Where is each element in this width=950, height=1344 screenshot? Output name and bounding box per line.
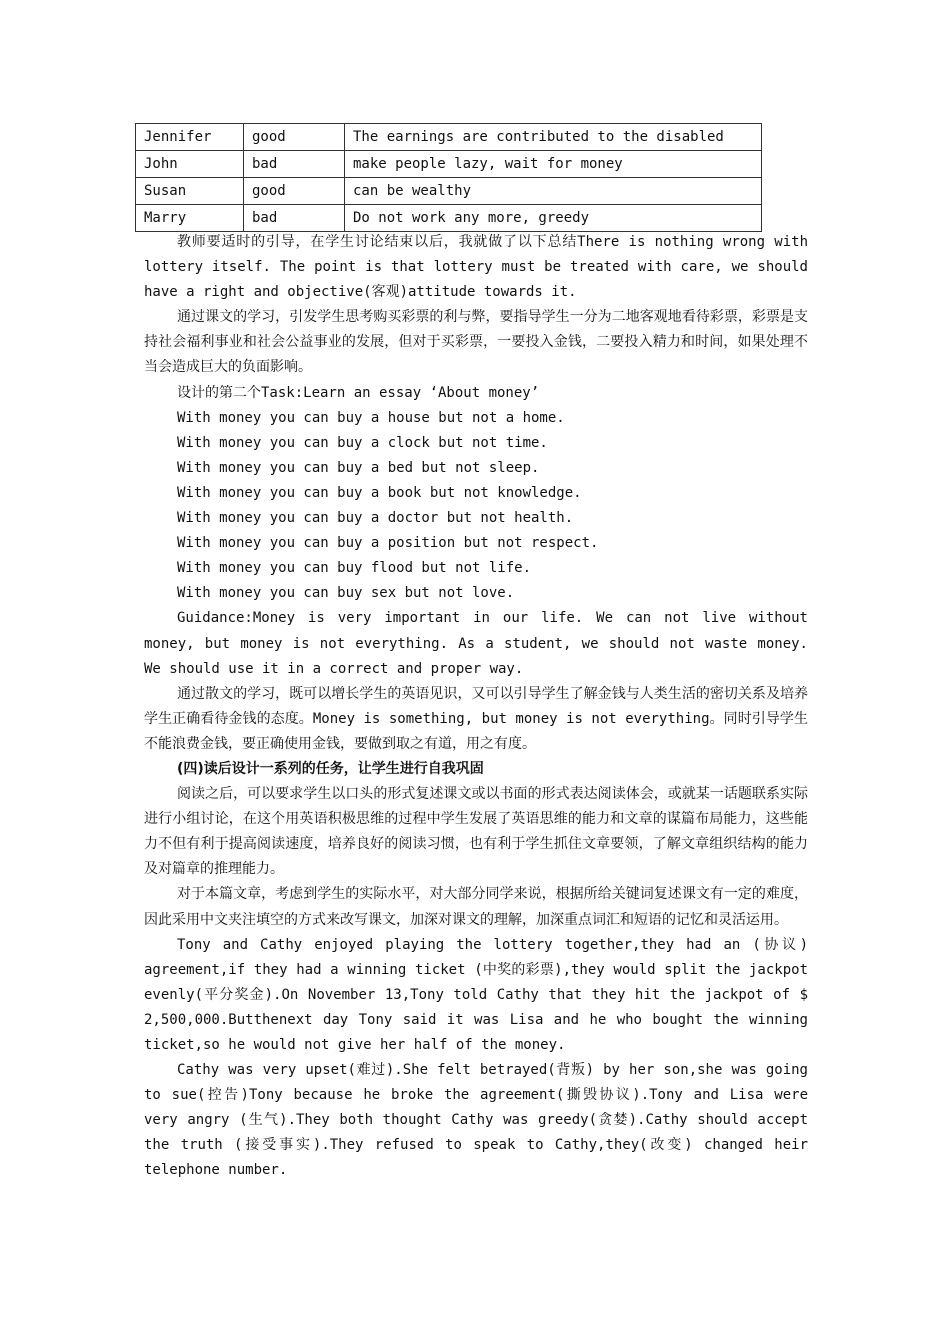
paragraph-summary: 教师要适时的引导，在学生讨论结束以后，我就做了以下总结There is nothing wrong with lottery itself. The point is that lottery must be treated with care, we should have a right and objective(客观)attitude towards it. — [144, 234, 808, 301]
paragraph-story-part-one: Tony and Cathy enjoyed playing the lottery together,they had an (协议) agreement,if they had a winning ticket (中奖的彩票),they would split the jackpot evenly(平分奖金).On November 13,Tony told Cathy that they hit the jackpot of $ 2,500,000.Butthenext day Tony said it was Lisa and he who bought the winning ticket,so he would not give her half of the money. — [144, 936, 808, 1053]
table-row — [136, 124, 762, 151]
paragraph-lottery-analysis: 通过课文的学习，引发学生思考购买彩票的利与弊，要指导学生一分为二地客观地看待彩票，彩票是支持社会福利事业和社会公益事业的发展，但对于买彩票，一要投入金钱，二要投入精力和时间，如果处理不当会造成巨大的负面影响。 — [144, 309, 808, 376]
table-cell-reason: make people lazy, wait for money — [345, 151, 762, 178]
opinion-table — [135, 123, 762, 232]
table-cell-reason: can be wealthy — [345, 178, 762, 205]
essay-line: With money you can buy a clock but not time. — [177, 434, 548, 451]
paragraph-guidance: Guidance:Money is very important in our life. We can not live without money, but money is not everything. As a student, we should not waste money. We should use it in a correct and proper way. — [144, 610, 808, 677]
table-cell-reason: Do not work any more, greedy — [345, 205, 762, 232]
table-cell-name: Jennifer — [136, 124, 244, 151]
paragraph-essay-purpose: 通过散文的学习，既可以增长学生的英语见识，又可以引导学生了解金钱与人类生活的密切关系及培养学生正确看待金钱的态度。Money is something, but money is not everything。同时引导学生不能浪费金钱，要正确使用金钱，要做到取之有道，用之有度。 — [144, 685, 808, 752]
table-cell-name: John — [136, 151, 244, 178]
essay-line: With money you can buy a bed but not sleep. — [177, 459, 540, 476]
table-row — [136, 205, 762, 232]
essay-line: With money you can buy sex but not love. — [177, 585, 515, 602]
paragraph-rewrite-method: 对于本篇文章，考虑到学生的实际水平，对大部分同学来说，根据所给关键词复述课文有一定的难度，因此采用中文夹注填空的方式来改写课文，加深对课文的理解，加深重点词汇和短语的记忆和灵活运用。 — [144, 886, 808, 928]
table-cell-opinion: good — [244, 124, 345, 151]
essay-line: With money you can buy a position but not respect. — [177, 535, 599, 552]
essay-line: With money you can buy a house but not a home. — [177, 409, 565, 426]
section-heading: (四)读后设计一系列的任务，让学生进行自我巩固 — [177, 760, 484, 777]
essay-line: With money you can buy flood but not life. — [177, 560, 532, 577]
table-cell-reason: The earnings are contributed to the disabled — [345, 124, 762, 151]
table-cell-opinion: good — [244, 178, 345, 205]
body-text — [144, 230, 808, 1184]
paragraph-story-part-two: Cathy was very upset(难过).She felt betrayed(背叛) by her son,she was going to sue(控告)Tony because he broke the agreement(撕毁协议).Tony and Lisa were very angry (生气).They both thought Cathy was greedy(贪婪).Cathy should accept the truth (接受事实).They refused to speak to Cathy,they(改变) changed heir telephone number. — [144, 1062, 808, 1179]
table-cell-opinion: bad — [244, 151, 345, 178]
table-cell-name: Marry — [136, 205, 244, 232]
table-row — [136, 151, 762, 178]
table-cell-opinion: bad — [244, 205, 345, 232]
table-row — [136, 178, 762, 205]
table-cell-name: Susan — [136, 178, 244, 205]
paragraph-after-reading: 阅读之后，可以要求学生以口头的形式复述课文或以书面的形式表达阅读体会，或就某一话题联系实际进行小组讨论，在这个用英语积极思维的过程中学生发展了英语思维的能力和文章的谋篇布局能力，这些能力不但有利于提高阅读速度，培养良好的阅读习惯，也有利于学生抓住文章要领，了解文章组织结构的能力及对篇章的推理能力。 — [144, 786, 808, 878]
paragraph-task-two: 设计的第二个Task:Learn an essay ‘About money’ — [177, 384, 540, 401]
essay-line: With money you can buy a book but not knowledge. — [177, 484, 582, 501]
essay-line: With money you can buy a doctor but not health. — [177, 510, 574, 527]
